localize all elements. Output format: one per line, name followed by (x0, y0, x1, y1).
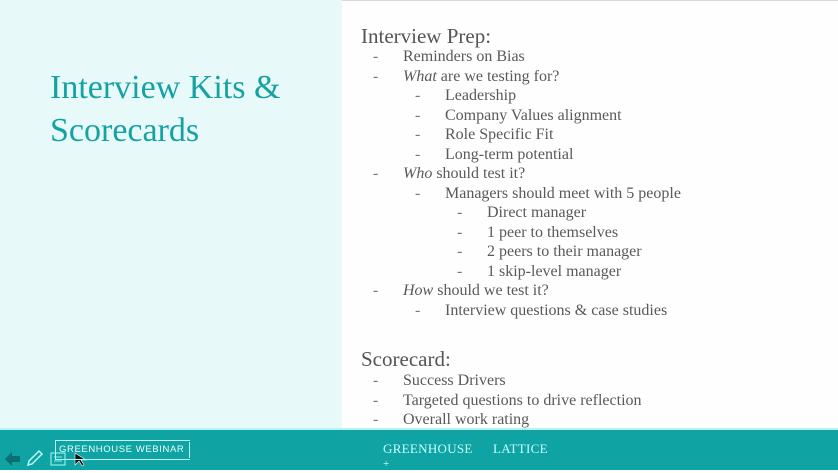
list-item-text: Role Specific Fit (445, 126, 554, 143)
bullet-dash: - (373, 48, 379, 65)
list-item-text: 1 skip-level manager (487, 262, 622, 280)
slide-title (50, 66, 330, 152)
list-item-text: Long-term potential (445, 145, 574, 163)
interview-prep-heading: Interview Prep: (361, 24, 492, 48)
bullet-dash: - (373, 391, 379, 409)
list-item-text: Direct manager (487, 204, 587, 221)
slide-title-line-2: Scorecards (50, 112, 200, 149)
back-arrow-icon[interactable] (4, 451, 22, 472)
list-item-text: Success Drivers (403, 372, 506, 389)
list-item (403, 410, 529, 429)
bullet-dash: - (415, 301, 421, 319)
bullet-dash: - (373, 282, 379, 299)
bullet-dash: - (457, 204, 463, 221)
list-item-text: Interview questions & case studies (445, 301, 668, 319)
list-item-text: should test it? (432, 165, 526, 182)
list-item (487, 262, 621, 281)
list-item-emphasis: Who (403, 165, 433, 182)
list-item-text: Reminders on Bias (403, 48, 525, 65)
bullet-dash: - (373, 372, 379, 389)
list-item-text: Overall work rating (403, 411, 530, 428)
brand-lattice: LATTICE (493, 441, 548, 456)
list-item (487, 203, 586, 222)
bullet-dash: - (457, 223, 463, 241)
list-item (445, 86, 516, 105)
slide-title-line-1: Interview Kits & (50, 69, 281, 106)
list-item-text: Company Values alignment (445, 106, 622, 124)
list-item (445, 125, 553, 144)
top-divider (342, 0, 838, 1)
list-item (403, 67, 559, 86)
brand-greenhouse: GREENHOUSE (383, 441, 473, 456)
bullet-dash: - (415, 106, 421, 124)
list-item (403, 47, 525, 66)
bullet-dash: - (415, 126, 421, 143)
bullet-dash: - (373, 67, 379, 85)
list-item-text: Leadership (445, 87, 517, 104)
list-item-text: 1 peer to themselves (487, 223, 619, 241)
title-panel (0, 0, 342, 430)
list-item (403, 371, 506, 390)
list-item-text: 2 peers to their manager (487, 243, 642, 260)
bullet-dash: - (457, 262, 463, 280)
list-item-emphasis: How (403, 282, 434, 299)
list-item (403, 281, 549, 300)
list-item (445, 145, 573, 164)
list-item-text: Managers should meet with 5 people (445, 184, 681, 202)
list-item (445, 184, 681, 203)
list-item-text: Targeted questions to drive reflection (403, 391, 642, 409)
list-item (403, 391, 642, 410)
bullet-dash: - (415, 184, 421, 202)
list-item (445, 106, 622, 125)
bullet-dash: - (457, 243, 463, 260)
scorecard-heading: Scorecard: (361, 347, 451, 371)
greenhouse-webinar-badge: GREENHOUSE WEBINAR (55, 440, 190, 460)
list-item (445, 301, 667, 320)
bullet-dash: - (373, 411, 379, 428)
list-item-text: should we test it? (433, 282, 549, 299)
bullet-dash: - (373, 165, 379, 182)
bullet-dash: - (415, 87, 421, 104)
list-item (403, 164, 525, 183)
list-item-emphasis: What (403, 67, 437, 85)
bullet-dash: - (415, 145, 421, 163)
list-item (487, 223, 618, 242)
pencil-icon[interactable] (25, 448, 45, 473)
brand-plus: + (383, 458, 390, 470)
list-item (487, 242, 642, 261)
list-item-text: are we testing for? (436, 67, 560, 85)
